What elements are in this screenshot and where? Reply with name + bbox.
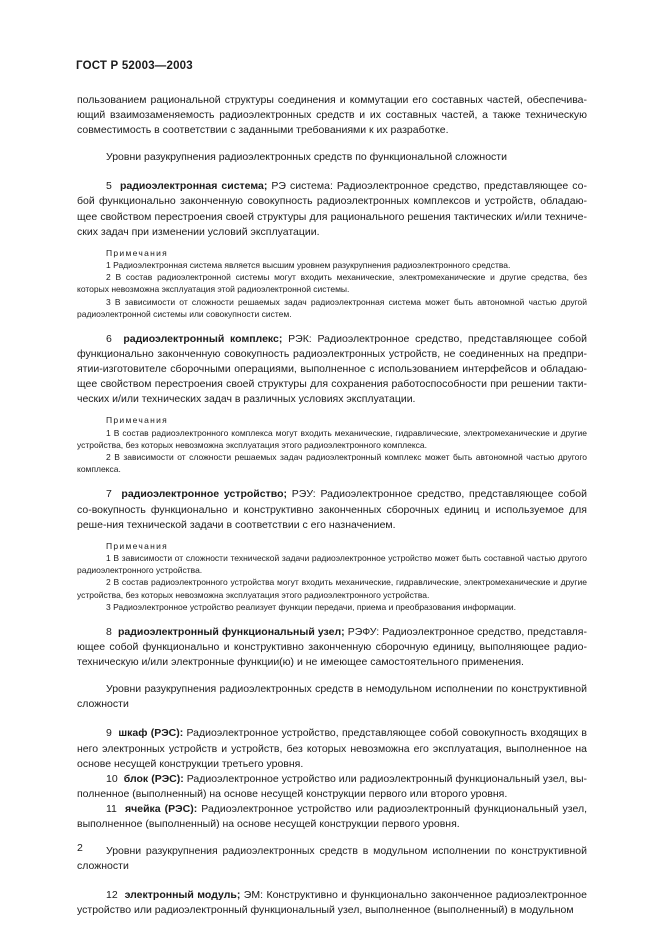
term-5: 5 радиоэлектронная система; РЭ система: Радиоэлектронное средство, представляющее со-бой функционально законченную совокупность радиоэлектронных комплексов и устройств, обладаю-щее свойством перестроения своей структуры для рационального решения тактических и/или техниче-ских задач при изменении условий эксплуатации. <box>77 180 587 238</box>
note-6-2: 2 В зависимости от сложности решаемых задач радиоэлектронный комплекс может быть автономной частью другого комплекса. <box>77 452 587 475</box>
term-8-name: радиоэлектронный функциональный узел; <box>117 625 345 638</box>
note-7-3: 3 Радиоэлектронное устройство реализует функции передачи, приема и преобразования информации. <box>106 601 516 612</box>
note-5-3: 3 В зависимости от сложности решаемых задач радиоэлектронная система может быть автономной частью другой радиоэлектронной системы или совокупности систем. <box>77 296 587 319</box>
section-heading-modular: Уровни разукрупнения радиоэлектронных средств в модульном исполнении по конструктивной сложности <box>77 845 587 873</box>
term-7: 7 радиоэлектронное устройство; РЭУ: Радиоэлектронное средство, представляющее собой со-вокупность функционально и конструктивно законченных сборочных единиц и используемое для реше-ния технической задачи в соответствии с его назначением. <box>77 488 587 531</box>
note-5-1: 1 Радиоэлектронная система является высшим уровнем разукрупнения радиоэлектронного средства. <box>106 259 511 270</box>
term-7-name: радиоэлектронное устройство; <box>121 488 287 501</box>
term-9: 9 шкаф (РЭС): Радиоэлектронное устройство, представляющее собой совокупность входящих в него электронных устройств и устройств, без которых невозможна его эксплуатация, выполненное на основе несущей конструкции третьего уровня. <box>77 727 588 770</box>
term-11: 11 ячейка (РЭС): Радиоэлектронное устройство или радиоэлектронный функциональный узел, выполненное (выполненный) на основе несущей конструкции первого уровня. <box>77 802 587 830</box>
note-7-1: 1 В зависимости от сложности технической задачи радиоэлектронное устройство может быть составной частью другого радиоэлектронного устройства. <box>77 552 587 576</box>
term-10: 10 блок (РЭС): Радиоэлектронное устройство или радиоэлектронный функциональный узел, вы-полненное (выполненный) на основе несущей конструкции первого или второго уровня. <box>77 772 588 800</box>
term-5-name: радиоэлектронная система; <box>119 180 268 193</box>
term-9-name: шкаф (РЭС): <box>118 727 184 740</box>
section-heading-functional: Уровни разукрупнения радиоэлектронных средств по функциональной сложности <box>106 151 507 164</box>
notes-title: Примечания <box>106 540 169 551</box>
term-11-name: ячейка (РЭС): <box>125 802 198 815</box>
intro-paragraph: пользованием рациональной структуры соединения и коммутации его составных частей, обеспечива-ющий взаимозаменяемость радиоэлектронных средств и их составных частей, а также техническую совместимость в соответствии с заданными требованиями к их разработке. <box>77 94 587 137</box>
note-6-1: 1 В состав радиоэлектронного комплекса могут входить механические, гидравлические, электромеханические и другие устройства, без которых невозможна эксплуатация этого радиоэлектронного комплекса. <box>77 427 587 450</box>
section-heading-nonmodular: Уровни разукрупнения радиоэлектронных средств в немодульном исполнении по конструктивной сложности <box>77 683 587 711</box>
term-12: 12 электронный модуль; ЭМ: Конструктивно и функционально законченное радиоэлектронное устройство или радиоэлектронный функциональный узел, выполненное (выполненный) в модульном <box>77 889 587 917</box>
note-7-2: 2 В состав радиоэлектронного устройства могут входить механические, гидравлические, электромеханические и другие устройства, без которых невозможна эксплуатация этого радиоэлектронного устройства. <box>77 577 587 600</box>
term-8: 8 радиоэлектронный функциональный узел; РЭФУ: Радиоэлектронное средство, представля-ющее собой функционально и конструктивно законченную сборочную единицу, выполняющее радио-техническую и/или электронные функции(ю) и не имеющее самостоятельного применения. <box>77 625 587 669</box>
page-body <box>77 93 587 918</box>
notes-title: Примечания <box>106 415 169 426</box>
note-5-2: 2 В состав радиоэлектронной системы могут входить механические, электромеханические и другие средства, без которых невозможна эксплуатация этой радиоэлектронной системы. <box>77 272 587 295</box>
notes-title: Примечания <box>106 247 169 258</box>
page-number: 2 <box>77 842 83 854</box>
term-6: 6 радиоэлектронный комплекс; РЭК: Радиоэлектронное средство, представляющее собой функционально законченную совокупность радиоэлектронных устройств, не соединенных на предпри-ятии-изготовителе сборочными операциями, выполненное с использованием интерфейсов и обладаю-щее свойством перестроения своей структуры для сохранения работоспособности при решении такти-ческих и/или технических задач в различных условиях эксплуатации. <box>77 332 587 406</box>
term-10-name: блок (РЭС): <box>123 772 184 785</box>
term-12-name: электронный модуль; <box>124 889 241 902</box>
document-code: ГОСТ Р 52003—2003 <box>76 60 193 72</box>
term-6-name: радиоэлектронный комплекс; <box>123 332 283 345</box>
